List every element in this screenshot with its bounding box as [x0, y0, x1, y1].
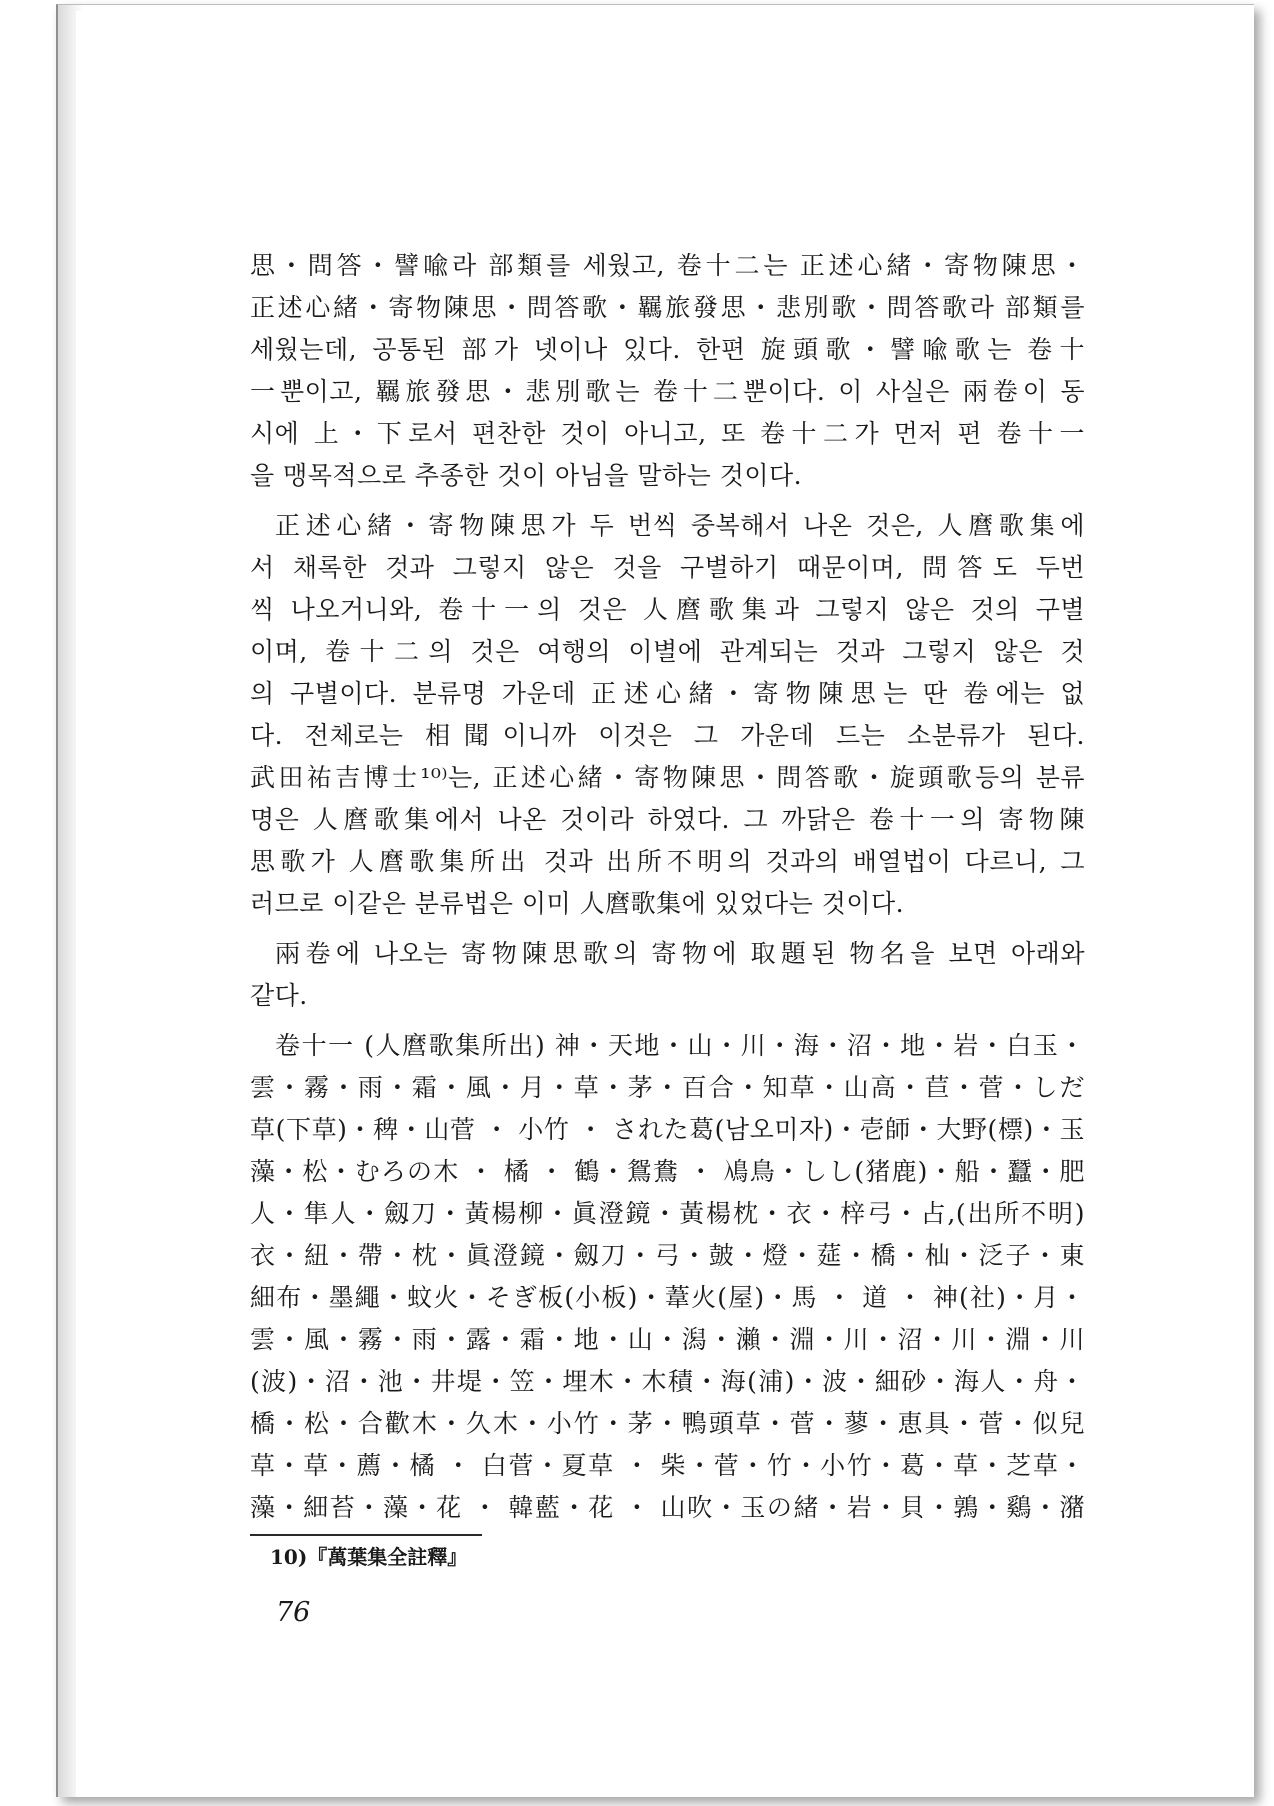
paragraph-gap [250, 925, 1085, 933]
text-line: 草・草・薦・橘 ・ 白菅・夏草 ・ 柴・菅・竹・小竹・葛・草・芝草・ [250, 1451, 1085, 1480]
text-line: 細布・墨繩・蚊火・そぎ板(小板)・葦火(屋)・馬 ・ 道 ・ 神(社)・月・ [250, 1283, 1085, 1312]
paragraph-gap [250, 1017, 1085, 1025]
text-line: 을 맹목적으로 추종한 것이 아님을 말하는 것이다. [250, 461, 803, 490]
text-line: (波)・沼・池・井堤・笠・埋木・木積・海(浦)・波・細砂・海人・舟・ [250, 1367, 1085, 1396]
text-line: 藻・松・むろの木 ・ 橘 ・ 鶴・鴛鴦 ・ 鳰鳥・しし(猪鹿)・船・蠶・肥 [250, 1157, 1085, 1186]
text-line: 러므로 이같은 분류법은 이미 人麿歌集에 있었다는 것이다. [250, 889, 905, 918]
text-line: 武田祐吉博士¹⁰⁾는, 正述心緒・寄物陳思・問答歌・旋頭歌등의 분류 [250, 763, 1085, 792]
text-line: 의 구별이다. 분류명 가운데 正述心緒・寄物陳思는 딴 卷에는 없 [250, 679, 1085, 708]
text-line: 雲・風・霧・雨・露・霜・地・山・潟・瀨・淵・川・沼・川・淵・川 [250, 1325, 1085, 1354]
text-line: 思歌가 人麿歌集所出 것과 出所不明의 것과의 배열법이 다르니, 그 [250, 847, 1085, 876]
text-line: 藻・細苔・藻・花 ・ 韓藍・花 ・ 山吹・玉の緒・岩・貝・鶉・鷄・潴 [250, 1493, 1085, 1522]
text-line: 草(下草)・稗・山菅 ・ 小竹 ・ された葛(남오미자)・壱師・大野(標)・玉 [250, 1115, 1085, 1144]
text-line: 雲・霧・雨・霜・風・月・草・茅・百合・知草・山高・苣・菅・しだ [250, 1073, 1085, 1102]
text-line: 세웠는데, 공통된 部가 넷이나 있다. 한편 旋頭歌・譬喩歌는 卷十 [250, 335, 1085, 364]
body-text [250, 245, 1085, 1529]
text-line: 서 채록한 것과 그렇지 않은 것을 구별하기 때문이며, 問答도 두번 [250, 553, 1085, 582]
text-line: 正述心緒・寄物陳思가 두 번씩 중복해서 나온 것은, 人麿歌集에 [275, 511, 1085, 540]
footnote: 10)『萬葉集全註釋』 [270, 1545, 468, 1569]
text-line: 이며, 卷十二의 것은 여행의 이별에 관계되는 것과 그렇지 않은 것 [250, 637, 1085, 666]
text-line: 다. 전체로는 相聞이니까 이것은 그 가운데 드는 소분류가 된다. [250, 721, 1085, 750]
text-line: 卷十一 (人麿歌集所出) 神・天地・山・川・海・沼・地・岩・白玉・ [275, 1031, 1085, 1060]
text-line: 思・問答・譬喩라 部類를 세웠고, 卷十二는 正述心緒・寄物陳思・ [250, 251, 1085, 280]
text-line: 橋・松・合歡木・久木・小竹・茅・鴨頭草・菅・蓼・恵具・菅・似兒 [250, 1409, 1085, 1438]
text-line: 시에 上・下로서 편찬한 것이 아니고, 또 卷十二가 먼저 편 卷十一 [250, 419, 1085, 448]
text-line: 衣・紐・帶・枕・眞澄鏡・劔刀・弓・皷・燈・莚・橋・杣・泛子・東 [250, 1241, 1085, 1270]
text-line: 명은 人麿歌集에서 나온 것이라 하였다. 그 까닭은 卷十一의 寄物陳 [250, 805, 1085, 834]
text-line: 一뿐이고, 羈旅發思・悲別歌는 卷十二뿐이다. 이 사실은 兩卷이 동 [250, 377, 1085, 406]
text-line: 씩 나오거니와, 卷十一의 것은 人麿歌集과 그렇지 않은 것의 구별 [250, 595, 1085, 624]
paragraph-gap [250, 497, 1085, 505]
text-line: 같다. [250, 981, 308, 1010]
footnote-divider [250, 1534, 482, 1536]
page-number: 76 [276, 1597, 311, 1628]
text-line: 兩卷에 나오는 寄物陳思歌의 寄物에 取題된 物名을 보면 아래와 [275, 939, 1085, 968]
text-line: 正述心緒・寄物陳思・問答歌・羈旅發思・悲別歌・問答歌라 部類를 [250, 293, 1085, 322]
text-line: 人・隼人・劔刀・黃楊柳・眞澄鏡・黃楊枕・衣・梓弓・占,(出所不明) [250, 1199, 1085, 1228]
